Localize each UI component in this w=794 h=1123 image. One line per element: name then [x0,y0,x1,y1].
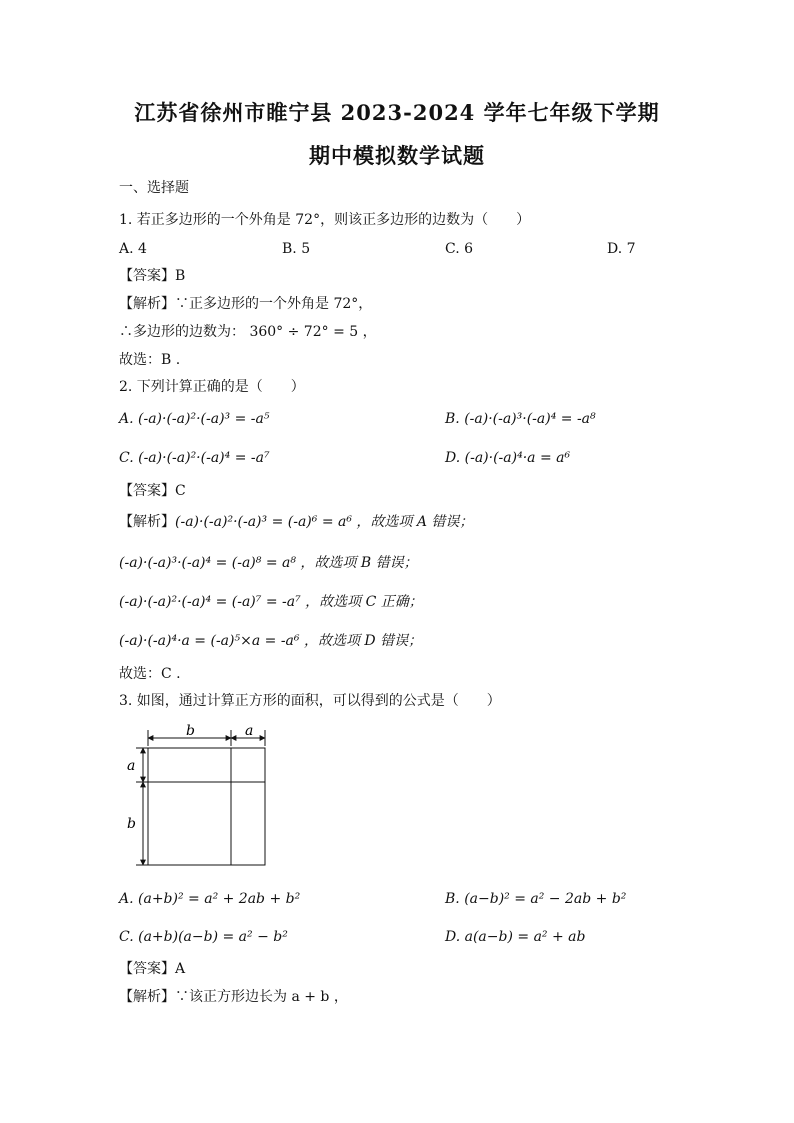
document-title-line1: 江苏省徐州市睢宁县 2023-2024 学年七年级下学期 [134,100,660,125]
q2-step-3: (-a)·(-a)²·(-a)⁴ = (-a)⁷ = -a⁷ ，故选项 C 正确； [119,594,423,610]
q3-option-d: D. a(a−b) = a² + ab [445,929,586,945]
q3-analysis: 【解析】∵该正方形边长为 a + b ， [119,989,348,1005]
q1-stem: 1. 若正多边形的一个外角是 72°，则该正多边形的边数为（ ） [119,212,531,228]
q1-option-d: D. 7 [607,241,636,257]
q3-answer: 【答案】A [119,961,186,977]
q2-option-a: A. (-a)·(-a)²·(-a)³ = -a⁵ [119,411,270,427]
q2-stem: 2. 下列计算正确的是（ ） [119,379,305,395]
label-top-b: b [186,723,195,739]
q3-option-a: A. (a+b)² = a² + 2ab + b² [119,891,301,907]
q3-option-c: C. (a+b)(a−b) = a² − b² [119,929,288,945]
label-top-a: a [245,723,254,739]
q2-step-4: (-a)·(-a)⁴·a = (-a)⁵×a = -a⁶ ，故选项 D 错误； [119,633,423,649]
outer-square [148,748,265,865]
q2-step-1: (-a)·(-a)²·(-a)³ = (-a)⁶ = a⁶ ，故选项 A 错误； [175,514,474,530]
q1-option-b: B. 5 [282,241,311,257]
q2-answer: 【答案】C [119,483,186,499]
q1-analysis: 【解析】∵正多边形的一个外角是 72°， [119,296,373,312]
q2-option-b: B. (-a)·(-a)³·(-a)⁴ = -a⁸ [445,411,596,427]
q1-conclusion: 故选：B . [119,352,181,368]
q2-step-2: (-a)·(-a)³·(-a)⁴ = (-a)⁸ = a⁸ ，故选项 B 错误； [119,555,418,571]
q3-option-b: B. (a−b)² = a² − 2ab + b² [445,891,627,907]
q2-option-c: C. (-a)·(-a)²·(-a)⁴ = -a⁷ [119,450,270,466]
square-figure [119,722,279,870]
section-heading: 一、选择题 [119,180,189,196]
q2-analysis-label: 【解析】 [119,514,175,530]
q1-answer: 【答案】B [119,268,186,284]
q2-conclusion: 故选：C . [119,666,181,682]
document-title-line2: 期中模拟数学试题 [309,143,485,168]
label-left-a: a [127,758,136,774]
q2-analysis-line1 [119,512,473,532]
q2-option-d: D. (-a)·(-a)⁴·a = a⁶ [445,450,571,466]
q1-step: ∴多边形的边数为： 360° ÷ 72° = 5 ， [119,324,377,340]
q1-option-c: C. 6 [445,241,474,257]
label-left-b: b [127,816,136,832]
q1-option-a: A. 4 [119,241,147,257]
q3-stem: 3. 如图，通过计算正方形的面积，可以得到的公式是（ ） [119,693,501,709]
